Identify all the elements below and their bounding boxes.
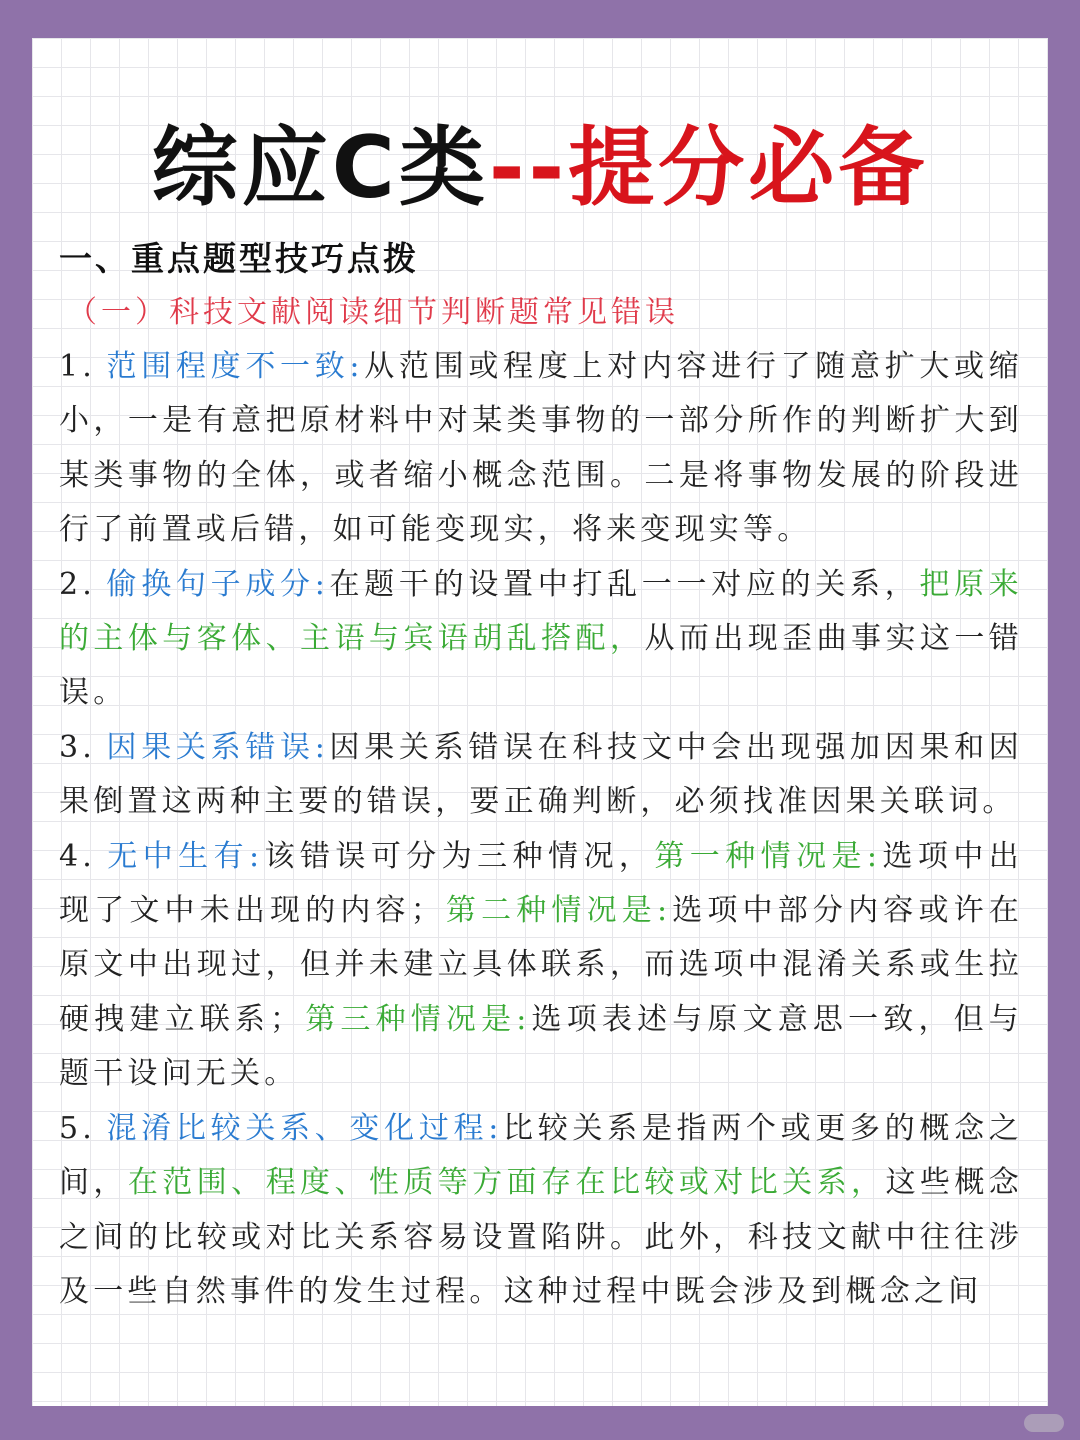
item-number: 4. — [59, 838, 97, 874]
item-highlight: 第一种情况是: — [654, 838, 882, 874]
list-item-4 — [59, 830, 1023, 1102]
item-text: 比较关系是指两个或更多的概念之间， — [59, 1110, 1024, 1201]
title-accent: --提分必备 — [488, 118, 929, 218]
list-item-1 — [59, 340, 1023, 558]
note-paper — [32, 38, 1048, 1406]
content-body — [59, 232, 1023, 1319]
item-text: 从范围或程度上对内容进行了随意扩大或缩小，一是有意把原材料中对某类事物的一部分所作的判断扩大到某类事物的全体，或者缩小概念范围。二是将事物发展的阶段进行了前置或后错，如可能变现实，将来变现实等。 — [59, 349, 1023, 548]
item-highlight: 在范围、程度、性质等方面存在比较或对比关系， — [127, 1165, 886, 1201]
item-text: 选项表述与原文意思一致，但与题干设问无关。 — [59, 1001, 1023, 1092]
list-item-3 — [59, 721, 1023, 830]
item-highlight: 把原来的主体与客体、主语与宾语胡乱搭配， — [59, 566, 1023, 657]
item-highlight: 第二种情况是: — [444, 893, 672, 929]
item-text: 选项中部分内容或许在原文中出现过，但并未建立具体联系，而选项中混淆关系或生拉硬拽建立联系； — [59, 893, 1023, 1037]
watermark-badge — [1024, 1414, 1064, 1432]
item-text: 选项中出现了文中未出现的内容； — [59, 838, 1023, 929]
item-number: 5. — [59, 1110, 97, 1146]
item-label: 偷换句子成分: — [106, 566, 330, 602]
item-text: 从而出现歪曲事实这一错误。 — [59, 621, 1024, 711]
list-item-5 — [59, 1102, 1023, 1320]
item-label: 范围程度不一致: — [106, 349, 364, 384]
item-text: 在题干的设置中打乱一一对应的关系， — [329, 566, 920, 602]
item-label: 因果关系错误: — [106, 729, 330, 765]
item-label: 混淆比较关系、变化过程: — [106, 1110, 503, 1146]
item-text: 这些概念之间的比较或对比关系容易设置陷阱。此外，科技文献中往往涉及一些自然事件的发生过程。这种过程中既会涉及到概念之间 — [59, 1165, 1023, 1309]
page-title — [32, 120, 1048, 216]
item-highlight: 第三种情况是: — [304, 1001, 531, 1037]
item-number: 3. — [59, 729, 97, 765]
item-number: 1. — [59, 349, 97, 384]
item-number: 2. — [59, 566, 97, 602]
section-heading: 一、重点题型技巧点拨 — [59, 239, 419, 278]
sub-heading: （一）科技文献阅读细节判断题常见错误 — [67, 295, 679, 330]
list-item-2 — [59, 558, 1023, 721]
item-text: 该错误可分为三种情况， — [263, 838, 655, 874]
title-main: 综应C类 — [151, 118, 489, 218]
item-text: 因果关系错误在科技文中会出现强加因果和因果倒置这两种主要的错误，要正确判断，必须找准因果关联词。 — [59, 729, 1023, 820]
item-label: 无中生有: — [106, 838, 264, 874]
